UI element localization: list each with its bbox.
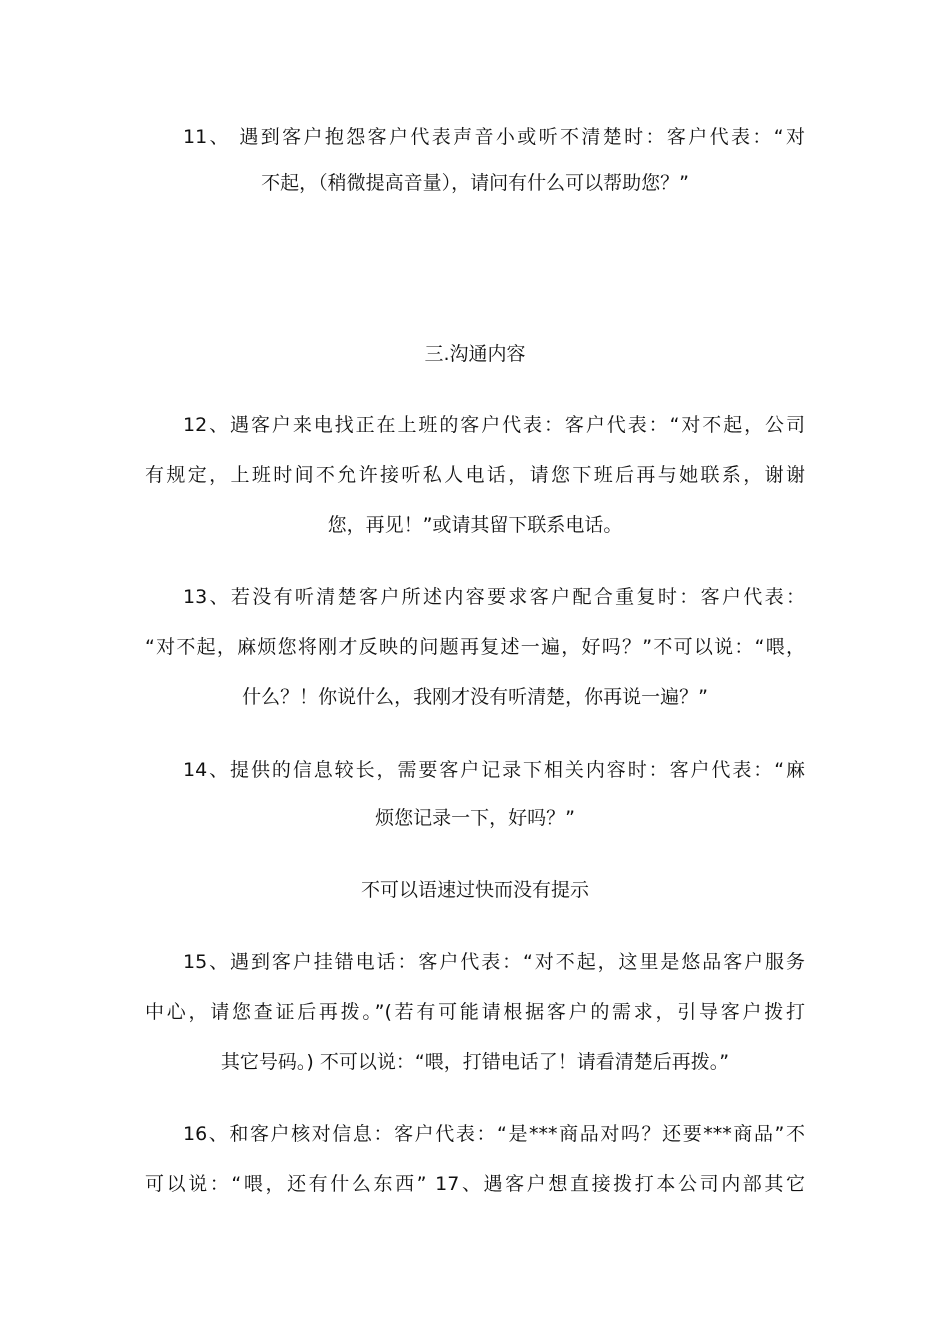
note-speed (145, 878, 805, 902)
text-line: 不可以语速过快而没有提示 (360, 879, 589, 901)
paragraph-item-11 (145, 125, 805, 195)
paragraph-item-12 (145, 413, 805, 537)
text-line: 12、遇客户来电找正在上班的客户代表：客户代表：“对不起，公司 (183, 414, 805, 436)
text-line: 13、若没有听清楚客户所述内容要求客户配合重复时：客户代表： (183, 586, 805, 608)
text-line: “对不起，麻烦您将刚才反映的问题再复述一遍，好吗？”不可以说：“喂， (145, 636, 805, 658)
paragraph-item-13 (145, 585, 805, 709)
paragraph-item-15 (145, 950, 805, 1074)
text-line: 烦您记录一下，好吗？” (375, 807, 575, 829)
paragraph-item-14 (145, 758, 805, 830)
paragraph-item-16-17 (145, 1122, 805, 1196)
text-line: 有规定，上班时间不允许接听私人电话，请您下班后再与她联系，谢谢 (145, 464, 805, 486)
text-line: 不起，（稍微提高音量），请问有什么可以帮助您？” (261, 172, 689, 194)
text-line: 可以说：“喂，还有什么东西” 17、遇客户想直接拨打本公司内部其它 (145, 1173, 805, 1195)
text-line: 您，再见！”或请其留下联系电话。 (327, 514, 623, 536)
heading-text: 三.沟通内容 (424, 343, 526, 365)
text-line: 14、提供的信息较长，需要客户记录下相关内容时：客户代表：“麻 (183, 759, 805, 781)
text-line: 中心，请您查证后再拨。”(若有可能请根据客户的需求，引导客户拨打 (145, 1001, 805, 1023)
text-line: 16、和客户核对信息：客户代表：“是***商品对吗？还要***商品”不 (183, 1123, 805, 1145)
text-line: 什么？！你说什么，我刚才没有听清楚，你再说一遍？” (242, 686, 708, 708)
section-heading (145, 342, 805, 366)
text-line: 其它号码。) 不可以说：“喂，打错电话了！请看清楚后再拨。” (220, 1051, 730, 1073)
text-line: 15、遇到客户挂错电话：客户代表：“对不起，这里是悠品客户服务 (183, 951, 805, 973)
text-line: 11、 遇到客户抱怨客户代表声音小或听不清楚时：客户代表：“对 (183, 126, 805, 148)
